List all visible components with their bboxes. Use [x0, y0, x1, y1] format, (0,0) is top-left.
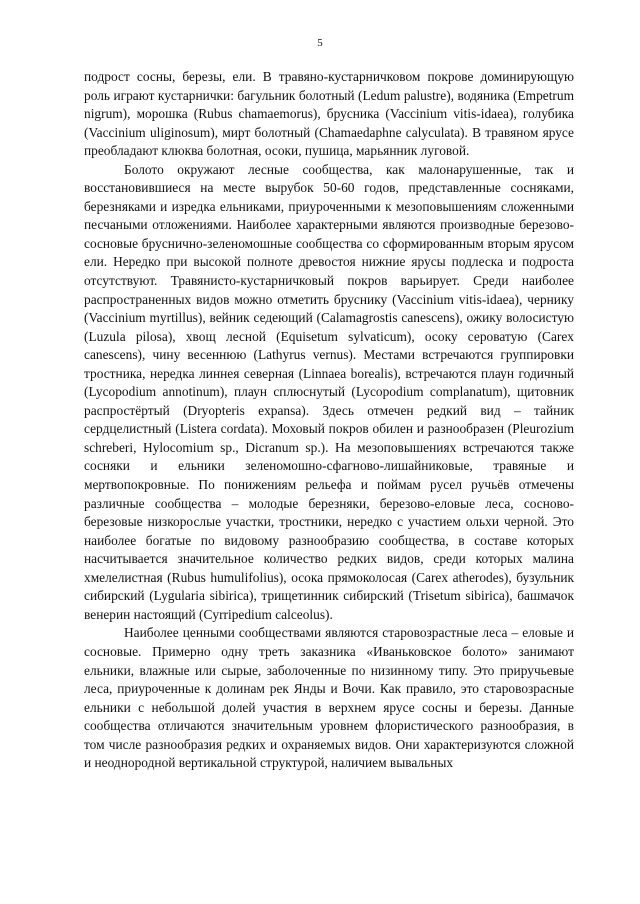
- page-number: 5: [317, 37, 323, 49]
- paragraph-2: Болото окружают лесные сообщества, как малонарушенные, так и восстановившиеся на месте вырубок 50-60 годов, представленные сосняками, березняками и изредка ельниками, приуроченными к мезоповышениям сложенными песчаными отложениями. Наиболее характерными являются производные березово-сосновые бруснично-зеленомошные сообщества со сформированным вторым ярусом ели. Нередко при высокой полноте древостоя нижние ярусы подлеска и подроста отсутствуют. Травянисто-кустарничковый покров варьирует. Среди наиболее распространенных видов можно отметить бруснику (Vaccinium vitis-idaea), чернику (Vaccinium myrtillus), вейник седеющий (Calamagrostis canescens), ожику волосистую (Luzula pilosa), хвощ лесной (Equisetum sylvaticum), осоку сероватую (Carex canescens), чину весеннюю (Lathyrus vernus). Местами встречаются группировки тростника, нередка линнея северная (Linnaea borealis), встречаются плаун годичный (Lycopodium annotinum), плаун сплюснутый (Lycopodium complanatum), щитовник распростёртый (Dryopteris expansa). Здесь отмечен редкий вид – тайник сердцелистный (Listera cordata). Моховый покров обилен и разнообразен (Pleurozium schreberi, Hylocomium sp., Dicranum sp.). На мезоповышениях встречаются также сосняки и ельники зеленомошно-сфагново-лишайниковые, травяные и мертвопокровные. По понижениям рельефа и поймам русел ручьёв отмечены различные сообщества – молодые березняки, березово-еловые леса, сосново-березовые низкорослые участки, тростники, нередко с участием ольхи черной. Это наиболее богатые по видовому разнообразию сообщества, в составе которых насчитывается значительное количество редких видов, среди которых малина хмелелистная (Rubus humulifolius), осока прямоколосая (Carex atherodes), бузульник сибирский (Lygularia sibirica), трищетинник сибирский (Trisetum sibirica), башмачок венерин настоящий (Cyrripedium calceolus).: [84, 161, 574, 622]
- paragraph-1: подрост сосны, березы, ели. В травяно-кустарничковом покрове доминирующую роль играют кустарнички: багульник болотный (Ledum palustre), водяника (Empetrum nigrum), морошка (Rubus chamaemorus), брусника (Vaccinium vitis-idaea), голубика (Vaccinium uliginosum), мирт болотный (Chamaedaphne calyculata). В травяном ярусе преобладают клюква болотная, осоки, пушица, марьянник луговой.: [84, 69, 574, 159]
- paragraph-3: Наиболее ценными сообществами являются старовозрастные леса – еловые и сосновые. Примерно одну треть заказника «Иваньковское болото» занимают ельники, влажные или сырые, заболоченные по низинному типу. Это приручьевые леса, приуроченные к долинам рек Янды и Вочи. Как правило, это старовозрасные ельники с небольшой долей участия в верхнем ярусе сосны и березы. Данные сообщества отличаются значительным уровнем флористического разнообразия, в том числе разнообразия редких и охраняемых видов. Они характеризуются сложной и неоднородной вертикальной структурой, наличием вывальных: [84, 625, 574, 771]
- body-text: [84, 68, 574, 773]
